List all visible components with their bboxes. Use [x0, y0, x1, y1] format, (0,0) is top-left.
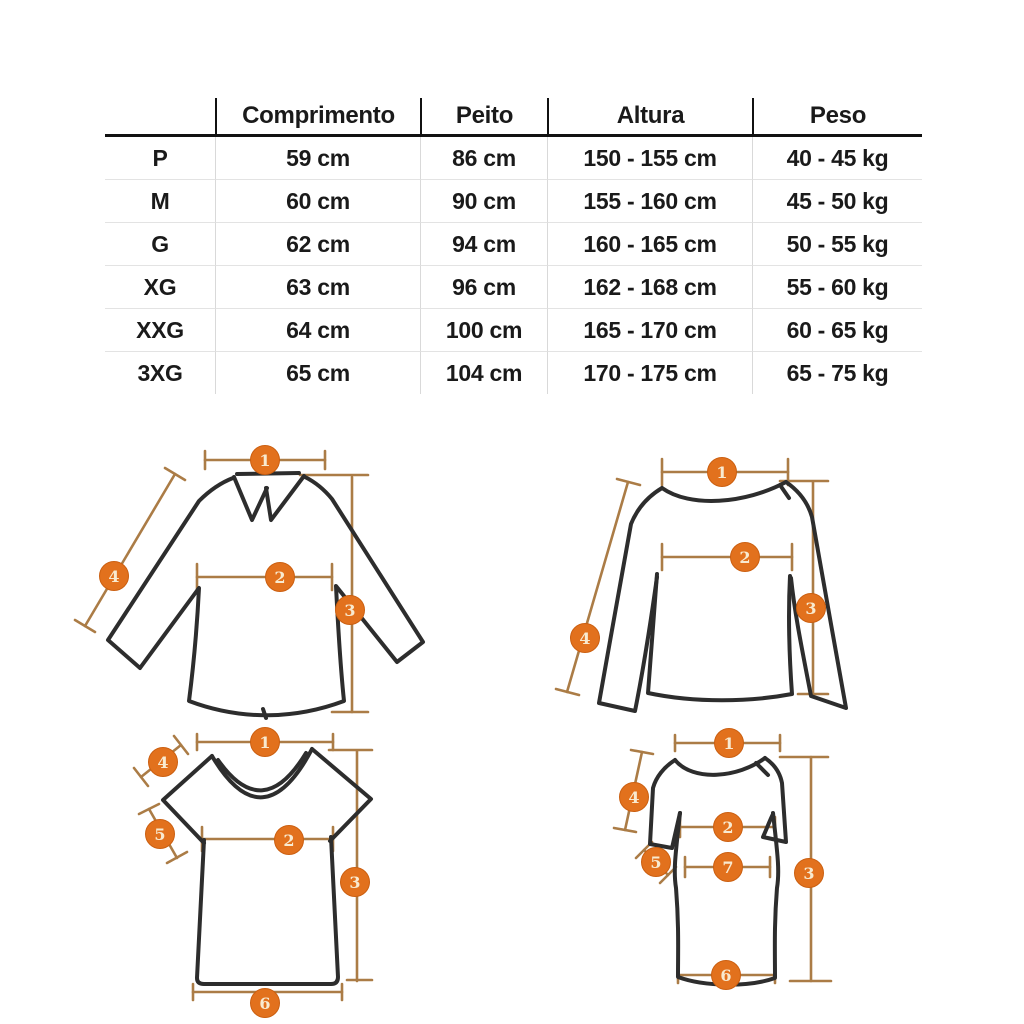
size-row-label: 3XG [137, 359, 183, 386]
table-cell: 155 - 160 cm [547, 180, 752, 223]
table-cell: 170 - 175 cm [547, 352, 752, 394]
table-cell: 65 - 75 kg [752, 352, 922, 394]
size-row-label: M [105, 180, 215, 223]
table-cell: 45 - 50 kg [752, 180, 922, 223]
shirt-marker-2: 2 [265, 562, 295, 592]
tshirt-diagram [120, 720, 420, 1013]
dress-sketch [590, 720, 900, 1020]
table-header-altura: Altura [547, 98, 752, 137]
table-cell: 55 - 60 kg [752, 266, 922, 309]
shirt-marker-1: 1 [250, 445, 280, 475]
table-header-peito: Peito [420, 98, 547, 137]
table-cell: 160 - 165 cm [547, 223, 752, 266]
table-cell: 59 cm [215, 137, 420, 180]
shirt-diagram [60, 430, 460, 730]
tshirt-outline [163, 749, 371, 984]
table-cell: 104 cm [420, 352, 547, 394]
table-cell: 100 cm [420, 309, 547, 352]
blouse-marker-1: 1 [707, 457, 737, 487]
table-header-peso: Peso [752, 98, 922, 137]
dress-marker-1: 1 [714, 728, 744, 758]
dress-marker-5: 5 [641, 847, 671, 877]
size-row-label: XXG [105, 309, 215, 352]
dress-marker-6: 6 [711, 960, 741, 990]
table-cell: 96 cm [420, 266, 547, 309]
shirt-marker-4: 4 [99, 561, 129, 591]
table-cell: 150 - 155 cm [547, 137, 752, 180]
tshirt-marker-4: 4 [148, 747, 178, 777]
table-header-empty [105, 98, 215, 137]
dress-marker-4: 4 [619, 782, 649, 812]
dress-diagram [590, 720, 900, 1020]
table-cell: 64 cm [215, 309, 420, 352]
table-cell: 60 - 65 kg [752, 309, 922, 352]
table-cell: 40 - 45 kg [752, 137, 922, 180]
size-row-label: G [105, 223, 215, 266]
table-cell: 63 cm [215, 266, 420, 309]
tshirt-marker-2: 2 [274, 825, 304, 855]
size-row-label: P [105, 137, 215, 180]
tshirt-marker-1: 1 [250, 727, 280, 757]
blouse-marker-3: 3 [796, 593, 826, 623]
dress-marker-2: 2 [713, 812, 743, 842]
table-cell: 86 cm [420, 137, 547, 180]
shirt-marker-3: 3 [335, 595, 365, 625]
dress-marker-3: 3 [794, 858, 824, 888]
table-header-comprimento: Comprimento [215, 98, 420, 137]
blouse-marker-2: 2 [730, 542, 760, 572]
blouse-marker-4: 4 [570, 623, 600, 653]
dress-marker-7: 7 [713, 852, 743, 882]
table-cell: 62 cm [215, 223, 420, 266]
tshirt-marker-3: 3 [340, 867, 370, 897]
size-row-label: XG [105, 266, 215, 309]
size-table [105, 98, 922, 394]
blouse-diagram [540, 430, 920, 730]
table-cell: 94 cm [420, 223, 547, 266]
tshirt-marker-5: 5 [145, 819, 175, 849]
table-cell: 50 - 55 kg [752, 223, 922, 266]
table-cell: 162 - 168 cm [547, 266, 752, 309]
table-cell: 90 cm [420, 180, 547, 223]
table-cell: 65 cm [215, 352, 420, 394]
table-cell: 60 cm [215, 180, 420, 223]
tshirt-marker-6: 6 [250, 988, 280, 1018]
table-cell: 165 - 170 cm [547, 309, 752, 352]
